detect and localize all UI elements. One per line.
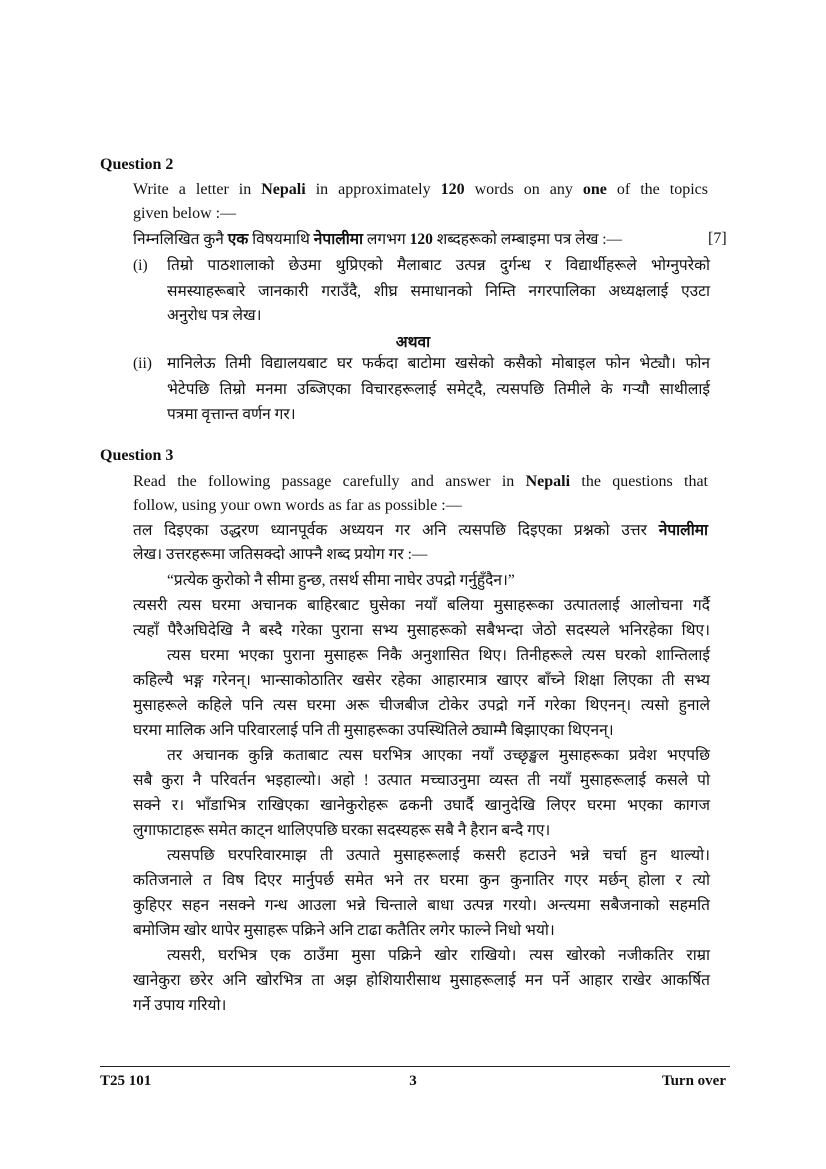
q2-instruction-np: निम्नलिखित कुनै एक विषयमाथि नेपालीमा लगभग 120 शब्दहरूको लम्बाइमा पत्र लेख :—: [133, 231, 623, 248]
q2-option-1-line: तिम्रो पाठशालाको छेउमा थुप्रिएको मैलाबाट उत्पन्न दुर्गन्ध र विद्यार्थीहरूले भोग्नुपरेको: [167, 257, 710, 274]
paper-code: T25 101: [100, 1073, 152, 1089]
or-label: अथवा: [395, 334, 431, 351]
q3-instruction-np-line2: लेख। उत्तरहरूमा जतिसक्दो आफ्नै शब्द प्रयोग गर :—: [133, 546, 428, 563]
passage-line: कुहिएर सहन नसक्ने गन्ध आउला भन्ने चिन्ताले बाधा उत्पन्न गरयो। अन्त्यमा सबैजनाको सहमति: [133, 897, 710, 914]
passage-line: त्यस घरमा भएका पुराना मुसाहरू निकै अनुशासित थिए। तिनीहरूले त्यस घरको शान्तिलाई: [167, 647, 710, 664]
passage-line: त्यसपछि घरपरिवारमाझ ती उत्पाते मुसाहरूलाई कसरी हटाउने भन्ने चर्चा हुन थाल्यो।: [167, 847, 710, 864]
footer-rule: [100, 1066, 730, 1067]
q2-option-1-label: (i): [133, 257, 148, 274]
passage-line: त्यसरी त्यस घरमा अचानक बाहिरबाट घुसेका नयाँ बलिया मुसाहरूका उत्पातलाई आलोचना गर्दै: [133, 597, 710, 614]
passage-line: त्यहाँ पैरैअघिदेखि नै बस्दै गरेका पुराना सभ्य मुसाहरूको सबैभन्दा जेठो सदस्यले भनिरहेका थिए।: [133, 622, 710, 639]
passage-line: खानेकुरा छरेर अनि खोरभित्र ता अझ होशियारीसाथ मुसाहरूलाई मन पर्ने आहार राखेर आकर्षित: [133, 972, 710, 989]
passage-line: लुगाफाटाहरू समेत काट्न थालिएपछि घरका सदस्यहरू सबै नै हैरान बन्दै गए।: [133, 822, 551, 839]
q2-instruction-en-line2: given below :—: [133, 205, 237, 222]
q2-option-2-label: (ii): [133, 355, 152, 372]
passage-line: कहिल्यै भङ्ग गरेनन्। भान्साकोठातिर खसेर रहेका आहारमात्र खाएर बाँच्ने शिक्षा लिएका ती सभ्य: [133, 672, 710, 689]
passage-line: सबै कुरा नै परिवर्तन भइहाल्यो। अहो ! उत्पात मच्चाउनुमा व्यस्त ती नयाँ मुसाहरूलाई कसले पो: [133, 772, 710, 789]
passage-line: घरमा मालिक अनि परिवारलाई पनि ती मुसाहरूका उपस्थितिले ठ्याम्मै बिझाएका थिएनन्।: [133, 722, 614, 739]
question-2-heading: Question 2: [100, 156, 174, 173]
passage-line: बमोजिम खोर थापेर मुसाहरू पक्रिने अनि टाढा कतैतिर लगेर फाल्ने निधो भयो।: [133, 922, 555, 939]
q2-option-2-line: पत्रमा वृत्तान्त वर्णन गर।: [167, 406, 296, 423]
q2-option-1-line: अनुरोध पत्र लेख।: [167, 307, 262, 324]
turn-over-label: Turn over: [661, 1073, 726, 1089]
passage-line: तर अचानक कुन्नि कताबाट त्यस घरभित्र आएका नयाँ उच्छृङ्खल मुसाहरूका प्रवेश भएपछि: [167, 747, 710, 764]
q2-option-2-line: भेटेपछि तिम्रो मनमा उब्जिएका विचारहरूलाई समेट्दै, त्यसपछि तिमीले के गर्‍यौ साथीलाई: [167, 381, 710, 398]
passage-line: कतिजनाले त विष दिएर मार्नुपर्छ समेत भने तर घरमा कुन कुनातिर गएर मर्छन् होला र त्यो: [133, 872, 710, 889]
q2-marks: [7]: [708, 230, 727, 247]
passage-line: गर्ने उपाय गरियो।: [133, 997, 227, 1014]
q3-instruction-np-line1: तल दिइएका उद्धरण ध्यानपूर्वक अध्ययन गर अनि त्यसपछि दिइएका प्रश्नको उत्तर नेपालीमा: [133, 522, 708, 539]
q3-instruction-en-line1: Read the following passage carefully and answer in Nepali the questions that: [133, 473, 709, 490]
page-number: 3: [409, 1073, 417, 1089]
q2-instruction-en-line1: Write a letter in Nepali in approximately 120 words on any one of the topics: [133, 181, 709, 198]
passage-quote: “प्रत्येक कुरोको नै सीमा हुन्छ, तसर्थ सीमा नाघेर उपद्रो गर्नुहुँदैन।”: [167, 572, 515, 589]
passage-line: त्यसरी, घरभित्र एक ठाउँमा मुसा पक्रिने खोर राखियो। त्यस खोरको नजीकतिर राम्रा: [167, 947, 710, 964]
passage-line: सक्ने र। भाँडाभित्र राखिएका खानेकुरोहरू ढकनी उघार्दै खानुदेखि लिएर घरमा भएका कागज: [133, 797, 710, 814]
q2-option-1-line: समस्याहरूबारे जानकारी गराउँदै, शीघ्र समाधानको निम्ति नगरपालिका अध्यक्षलाई एउटा: [167, 283, 710, 300]
q3-instruction-en-line2: follow, using your own words as far as possible :—: [133, 497, 462, 514]
passage-line: मुसाहरूले कहिले पनि त्यस घरमा अरू चीजबीज टोकेर उपद्रो गर्ने गरेका थिएनन्। त्यसो हुनाले: [133, 697, 710, 714]
q2-option-2-line: मानिलेऊ तिमी विद्यालयबाट घर फर्कदा बाटोमा खसेको कसैको मोबाइल फोन भेट्यौ। फोन: [167, 355, 710, 372]
question-3-heading: Question 3: [100, 447, 174, 464]
